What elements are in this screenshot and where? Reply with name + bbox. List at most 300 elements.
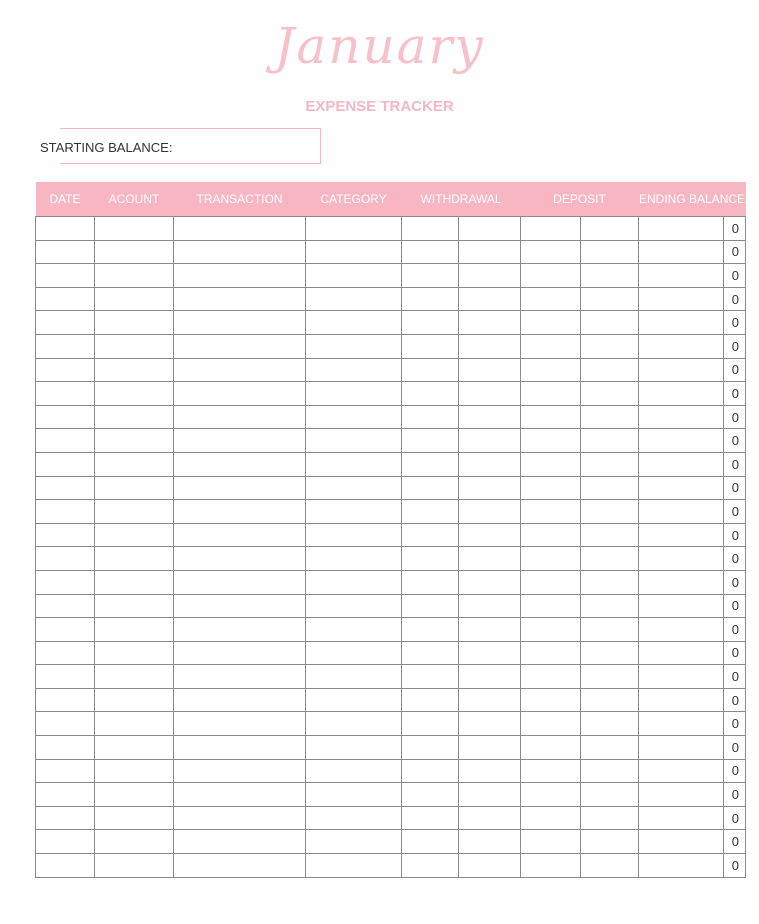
deposit-extra-cell[interactable] (581, 759, 639, 783)
deposit-cell[interactable] (521, 405, 581, 429)
table-row (36, 594, 746, 618)
ending-balance-value: 0 (724, 500, 746, 524)
transaction-cell[interactable] (174, 854, 306, 878)
deposit-cell[interactable] (521, 358, 581, 382)
category-cell[interactable] (306, 523, 402, 547)
deposit-cell[interactable] (521, 783, 581, 807)
date-cell[interactable] (36, 240, 95, 264)
withdrawal-cell[interactable] (402, 641, 459, 665)
withdrawal-extra-cell[interactable] (459, 500, 521, 524)
transaction-cell[interactable] (174, 618, 306, 642)
deposit-extra-cell[interactable] (581, 476, 639, 500)
transaction-cell[interactable] (174, 594, 306, 618)
withdrawal-extra-cell[interactable] (459, 452, 521, 476)
category-cell[interactable] (306, 476, 402, 500)
deposit-cell[interactable] (521, 264, 581, 288)
table-row (36, 854, 746, 878)
withdrawal-cell[interactable] (402, 523, 459, 547)
date-cell[interactable] (36, 830, 95, 854)
deposit-cell[interactable] (521, 641, 581, 665)
transaction-cell[interactable] (174, 547, 306, 571)
withdrawal-extra-cell[interactable] (459, 665, 521, 689)
ending-balance-value: 0 (724, 665, 746, 689)
category-cell[interactable] (306, 547, 402, 571)
transaction-cell[interactable] (174, 523, 306, 547)
withdrawal-cell[interactable] (402, 358, 459, 382)
withdrawal-extra-cell[interactable] (459, 334, 521, 358)
deposit-cell[interactable] (521, 287, 581, 311)
transaction-cell[interactable] (174, 287, 306, 311)
account-cell[interactable] (95, 382, 174, 406)
ending-balance-cell[interactable] (639, 429, 724, 453)
transaction-cell[interactable] (174, 264, 306, 288)
account-cell[interactable] (95, 523, 174, 547)
withdrawal-cell[interactable] (402, 217, 459, 241)
account-cell[interactable] (95, 641, 174, 665)
account-cell[interactable] (95, 240, 174, 264)
withdrawal-cell[interactable] (402, 405, 459, 429)
date-cell[interactable] (36, 570, 95, 594)
transaction-cell[interactable] (174, 830, 306, 854)
date-cell[interactable] (36, 429, 95, 453)
ending-balance-cell[interactable] (639, 665, 724, 689)
account-cell[interactable] (95, 287, 174, 311)
date-cell[interactable] (36, 759, 95, 783)
date-cell[interactable] (36, 641, 95, 665)
ending-balance-cell[interactable] (639, 264, 724, 288)
column-header-ending-balance: ENDING BALANCE (639, 182, 746, 217)
account-cell[interactable] (95, 688, 174, 712)
withdrawal-extra-cell[interactable] (459, 287, 521, 311)
category-cell[interactable] (306, 783, 402, 807)
withdrawal-cell[interactable] (402, 334, 459, 358)
account-cell[interactable] (95, 854, 174, 878)
ending-balance-cell[interactable] (639, 736, 724, 760)
starting-balance-label: STARTING BALANCE: (40, 140, 173, 155)
transaction-cell[interactable] (174, 217, 306, 241)
withdrawal-cell[interactable] (402, 806, 459, 830)
deposit-extra-cell[interactable] (581, 547, 639, 571)
withdrawal-cell[interactable] (402, 500, 459, 524)
ending-balance-cell[interactable] (639, 311, 724, 335)
transaction-cell[interactable] (174, 641, 306, 665)
ending-balance-cell[interactable] (639, 854, 724, 878)
transaction-cell[interactable] (174, 783, 306, 807)
withdrawal-extra-cell[interactable] (459, 783, 521, 807)
withdrawal-cell[interactable] (402, 736, 459, 760)
deposit-extra-cell[interactable] (581, 688, 639, 712)
deposit-cell[interactable] (521, 665, 581, 689)
transaction-cell[interactable] (174, 476, 306, 500)
withdrawal-cell[interactable] (402, 830, 459, 854)
account-cell[interactable] (95, 806, 174, 830)
deposit-cell[interactable] (521, 240, 581, 264)
withdrawal-cell[interactable] (402, 311, 459, 335)
category-cell[interactable] (306, 500, 402, 524)
withdrawal-extra-cell[interactable] (459, 476, 521, 500)
account-cell[interactable] (95, 311, 174, 335)
account-cell[interactable] (95, 712, 174, 736)
date-cell[interactable] (36, 783, 95, 807)
deposit-cell[interactable] (521, 759, 581, 783)
table-row (36, 783, 746, 807)
withdrawal-cell[interactable] (402, 476, 459, 500)
transaction-cell[interactable] (174, 688, 306, 712)
month-title: January (274, 17, 485, 75)
date-cell[interactable] (36, 712, 95, 736)
column-header-deposit: DEPOSIT (521, 182, 639, 217)
table-row (36, 217, 746, 241)
deposit-extra-cell[interactable] (581, 712, 639, 736)
transaction-cell[interactable] (174, 736, 306, 760)
expense-table (35, 182, 746, 878)
deposit-cell[interactable] (521, 618, 581, 642)
ending-balance-cell[interactable] (639, 712, 724, 736)
deposit-cell[interactable] (521, 806, 581, 830)
deposit-cell[interactable] (521, 830, 581, 854)
transaction-cell[interactable] (174, 358, 306, 382)
ending-balance-cell[interactable] (639, 217, 724, 241)
deposit-cell[interactable] (521, 311, 581, 335)
withdrawal-extra-cell[interactable] (459, 806, 521, 830)
ending-balance-cell[interactable] (639, 783, 724, 807)
category-cell[interactable] (306, 429, 402, 453)
withdrawal-extra-cell[interactable] (459, 240, 521, 264)
date-cell[interactable] (36, 476, 95, 500)
date-cell[interactable] (36, 736, 95, 760)
deposit-extra-cell[interactable] (581, 358, 639, 382)
category-cell[interactable] (306, 264, 402, 288)
category-cell[interactable] (306, 830, 402, 854)
table-row (36, 570, 746, 594)
transaction-cell[interactable] (174, 712, 306, 736)
deposit-extra-cell[interactable] (581, 500, 639, 524)
account-cell[interactable] (95, 334, 174, 358)
ending-balance-cell[interactable] (639, 382, 724, 406)
ending-balance-value: 0 (724, 594, 746, 618)
date-cell[interactable] (36, 665, 95, 689)
ending-balance-value: 0 (724, 311, 746, 335)
withdrawal-extra-cell[interactable] (459, 217, 521, 241)
category-cell[interactable] (306, 405, 402, 429)
category-cell[interactable] (306, 334, 402, 358)
date-cell[interactable] (36, 405, 95, 429)
account-cell[interactable] (95, 429, 174, 453)
category-cell[interactable] (306, 854, 402, 878)
account-cell[interactable] (95, 570, 174, 594)
transaction-cell[interactable] (174, 382, 306, 406)
deposit-extra-cell[interactable] (581, 240, 639, 264)
withdrawal-extra-cell[interactable] (459, 429, 521, 453)
account-cell[interactable] (95, 452, 174, 476)
column-header-withdrawal: WITHDRAWAL (402, 182, 521, 217)
deposit-extra-cell[interactable] (581, 594, 639, 618)
category-cell[interactable] (306, 287, 402, 311)
deposit-extra-cell[interactable] (581, 806, 639, 830)
withdrawal-extra-cell[interactable] (459, 523, 521, 547)
deposit-cell[interactable] (521, 547, 581, 571)
category-cell[interactable] (306, 736, 402, 760)
withdrawal-cell[interactable] (402, 382, 459, 406)
category-cell[interactable] (306, 570, 402, 594)
table-row (36, 334, 746, 358)
table-row (36, 688, 746, 712)
withdrawal-extra-cell[interactable] (459, 736, 521, 760)
ending-balance-value: 0 (724, 405, 746, 429)
deposit-cell[interactable] (521, 429, 581, 453)
table-row (36, 759, 746, 783)
category-cell[interactable] (306, 641, 402, 665)
withdrawal-extra-cell[interactable] (459, 759, 521, 783)
ending-balance-value: 0 (724, 334, 746, 358)
withdrawal-extra-cell[interactable] (459, 688, 521, 712)
deposit-cell[interactable] (521, 594, 581, 618)
transaction-cell[interactable] (174, 500, 306, 524)
deposit-cell[interactable] (521, 382, 581, 406)
date-cell[interactable] (36, 618, 95, 642)
date-cell[interactable] (36, 500, 95, 524)
date-cell[interactable] (36, 334, 95, 358)
table-header-row (36, 182, 746, 217)
withdrawal-extra-cell[interactable] (459, 830, 521, 854)
withdrawal-cell[interactable] (402, 783, 459, 807)
ending-balance-value: 0 (724, 264, 746, 288)
category-cell[interactable] (306, 618, 402, 642)
account-cell[interactable] (95, 405, 174, 429)
ending-balance-cell[interactable] (639, 287, 724, 311)
category-cell[interactable] (306, 688, 402, 712)
column-header-account: ACOUNT (95, 182, 174, 217)
table-row (36, 264, 746, 288)
withdrawal-extra-cell[interactable] (459, 712, 521, 736)
withdrawal-cell[interactable] (402, 665, 459, 689)
ending-balance-cell[interactable] (639, 688, 724, 712)
category-cell[interactable] (306, 594, 402, 618)
ending-balance-cell[interactable] (639, 618, 724, 642)
date-cell[interactable] (36, 594, 95, 618)
withdrawal-cell[interactable] (402, 429, 459, 453)
transaction-cell[interactable] (174, 452, 306, 476)
deposit-extra-cell[interactable] (581, 641, 639, 665)
deposit-cell[interactable] (521, 523, 581, 547)
withdrawal-cell[interactable] (402, 688, 459, 712)
account-cell[interactable] (95, 358, 174, 382)
date-cell[interactable] (36, 358, 95, 382)
date-cell[interactable] (36, 264, 95, 288)
account-cell[interactable] (95, 783, 174, 807)
account-cell[interactable] (95, 547, 174, 571)
deposit-cell[interactable] (521, 500, 581, 524)
account-cell[interactable] (95, 264, 174, 288)
deposit-extra-cell[interactable] (581, 618, 639, 642)
deposit-cell[interactable] (521, 736, 581, 760)
date-cell[interactable] (36, 217, 95, 241)
deposit-cell[interactable] (521, 476, 581, 500)
account-cell[interactable] (95, 618, 174, 642)
deposit-extra-cell[interactable] (581, 382, 639, 406)
category-cell[interactable] (306, 382, 402, 406)
deposit-cell[interactable] (521, 712, 581, 736)
table-row (36, 382, 746, 406)
column-header-category: CATEGORY (306, 182, 402, 217)
table-row (36, 358, 746, 382)
deposit-cell[interactable] (521, 688, 581, 712)
category-cell[interactable] (306, 240, 402, 264)
ending-balance-cell[interactable] (639, 830, 724, 854)
table-row (36, 618, 746, 642)
category-cell[interactable] (306, 217, 402, 241)
category-cell[interactable] (306, 759, 402, 783)
withdrawal-extra-cell[interactable] (459, 358, 521, 382)
date-cell[interactable] (36, 382, 95, 406)
account-cell[interactable] (95, 217, 174, 241)
withdrawal-cell[interactable] (402, 594, 459, 618)
deposit-cell[interactable] (521, 854, 581, 878)
deposit-extra-cell[interactable] (581, 334, 639, 358)
ending-balance-cell[interactable] (639, 452, 724, 476)
table-row (36, 287, 746, 311)
transaction-cell[interactable] (174, 759, 306, 783)
deposit-extra-cell[interactable] (581, 830, 639, 854)
ending-balance-value: 0 (724, 736, 746, 760)
ending-balance-cell[interactable] (639, 523, 724, 547)
deposit-extra-cell[interactable] (581, 405, 639, 429)
withdrawal-cell[interactable] (402, 854, 459, 878)
withdrawal-extra-cell[interactable] (459, 594, 521, 618)
deposit-extra-cell[interactable] (581, 217, 639, 241)
deposit-extra-cell[interactable] (581, 264, 639, 288)
ending-balance-cell[interactable] (639, 806, 724, 830)
table-row (36, 712, 746, 736)
ending-balance-value: 0 (724, 618, 746, 642)
account-cell[interactable] (95, 476, 174, 500)
category-cell[interactable] (306, 311, 402, 335)
date-cell[interactable] (36, 287, 95, 311)
ending-balance-value: 0 (724, 240, 746, 264)
withdrawal-cell[interactable] (402, 452, 459, 476)
deposit-cell[interactable] (521, 217, 581, 241)
withdrawal-cell[interactable] (402, 240, 459, 264)
table-row (36, 641, 746, 665)
ending-balance-cell[interactable] (639, 547, 724, 571)
deposit-extra-cell[interactable] (581, 429, 639, 453)
category-cell[interactable] (306, 358, 402, 382)
deposit-extra-cell[interactable] (581, 665, 639, 689)
account-cell[interactable] (95, 500, 174, 524)
date-cell[interactable] (36, 523, 95, 547)
withdrawal-cell[interactable] (402, 618, 459, 642)
ending-balance-cell[interactable] (639, 500, 724, 524)
transaction-cell[interactable] (174, 240, 306, 264)
withdrawal-cell[interactable] (402, 287, 459, 311)
deposit-extra-cell[interactable] (581, 783, 639, 807)
ending-balance-cell[interactable] (639, 405, 724, 429)
withdrawal-cell[interactable] (402, 547, 459, 571)
table-row (36, 806, 746, 830)
category-cell[interactable] (306, 452, 402, 476)
transaction-cell[interactable] (174, 405, 306, 429)
transaction-cell[interactable] (174, 806, 306, 830)
withdrawal-cell[interactable] (402, 759, 459, 783)
ending-balance-value: 0 (724, 641, 746, 665)
account-cell[interactable] (95, 665, 174, 689)
transaction-cell[interactable] (174, 665, 306, 689)
ending-balance-cell[interactable] (639, 476, 724, 500)
date-cell[interactable] (36, 806, 95, 830)
deposit-extra-cell[interactable] (581, 854, 639, 878)
ending-balance-cell[interactable] (639, 334, 724, 358)
date-cell[interactable] (36, 854, 95, 878)
withdrawal-extra-cell[interactable] (459, 264, 521, 288)
ending-balance-cell[interactable] (639, 570, 724, 594)
table-row (36, 547, 746, 571)
ending-balance-value: 0 (724, 783, 746, 807)
deposit-extra-cell[interactable] (581, 452, 639, 476)
date-cell[interactable] (36, 311, 95, 335)
account-cell[interactable] (95, 736, 174, 760)
table-row (36, 523, 746, 547)
ending-balance-cell[interactable] (639, 358, 724, 382)
transaction-cell[interactable] (174, 334, 306, 358)
withdrawal-extra-cell[interactable] (459, 854, 521, 878)
ending-balance-cell[interactable] (639, 594, 724, 618)
date-cell[interactable] (36, 452, 95, 476)
deposit-extra-cell[interactable] (581, 287, 639, 311)
deposit-extra-cell[interactable] (581, 736, 639, 760)
starting-balance-field[interactable] (60, 128, 321, 164)
ending-balance-value: 0 (724, 217, 746, 241)
withdrawal-extra-cell[interactable] (459, 382, 521, 406)
ending-balance-cell[interactable] (639, 240, 724, 264)
date-cell[interactable] (36, 688, 95, 712)
deposit-extra-cell[interactable] (581, 570, 639, 594)
transaction-cell[interactable] (174, 570, 306, 594)
withdrawal-cell[interactable] (402, 570, 459, 594)
ending-balance-cell[interactable] (639, 641, 724, 665)
withdrawal-extra-cell[interactable] (459, 641, 521, 665)
deposit-cell[interactable] (521, 452, 581, 476)
table-row (36, 405, 746, 429)
deposit-cell[interactable] (521, 334, 581, 358)
deposit-cell[interactable] (521, 570, 581, 594)
withdrawal-extra-cell[interactable] (459, 405, 521, 429)
category-cell[interactable] (306, 806, 402, 830)
table-row (36, 736, 746, 760)
withdrawal-extra-cell[interactable] (459, 547, 521, 571)
withdrawal-extra-cell[interactable] (459, 311, 521, 335)
withdrawal-cell[interactable] (402, 712, 459, 736)
withdrawal-extra-cell[interactable] (459, 570, 521, 594)
date-cell[interactable] (36, 547, 95, 571)
ending-balance-cell[interactable] (639, 759, 724, 783)
account-cell[interactable] (95, 594, 174, 618)
withdrawal-extra-cell[interactable] (459, 618, 521, 642)
table-row (36, 665, 746, 689)
transaction-cell[interactable] (174, 429, 306, 453)
withdrawal-cell[interactable] (402, 264, 459, 288)
ending-balance-value: 0 (724, 688, 746, 712)
transaction-cell[interactable] (174, 311, 306, 335)
category-cell[interactable] (306, 665, 402, 689)
table-row (36, 240, 746, 264)
ending-balance-value: 0 (724, 523, 746, 547)
deposit-extra-cell[interactable] (581, 311, 639, 335)
deposit-extra-cell[interactable] (581, 523, 639, 547)
account-cell[interactable] (95, 759, 174, 783)
account-cell[interactable] (95, 830, 174, 854)
ending-balance-value: 0 (724, 854, 746, 878)
category-cell[interactable] (306, 712, 402, 736)
